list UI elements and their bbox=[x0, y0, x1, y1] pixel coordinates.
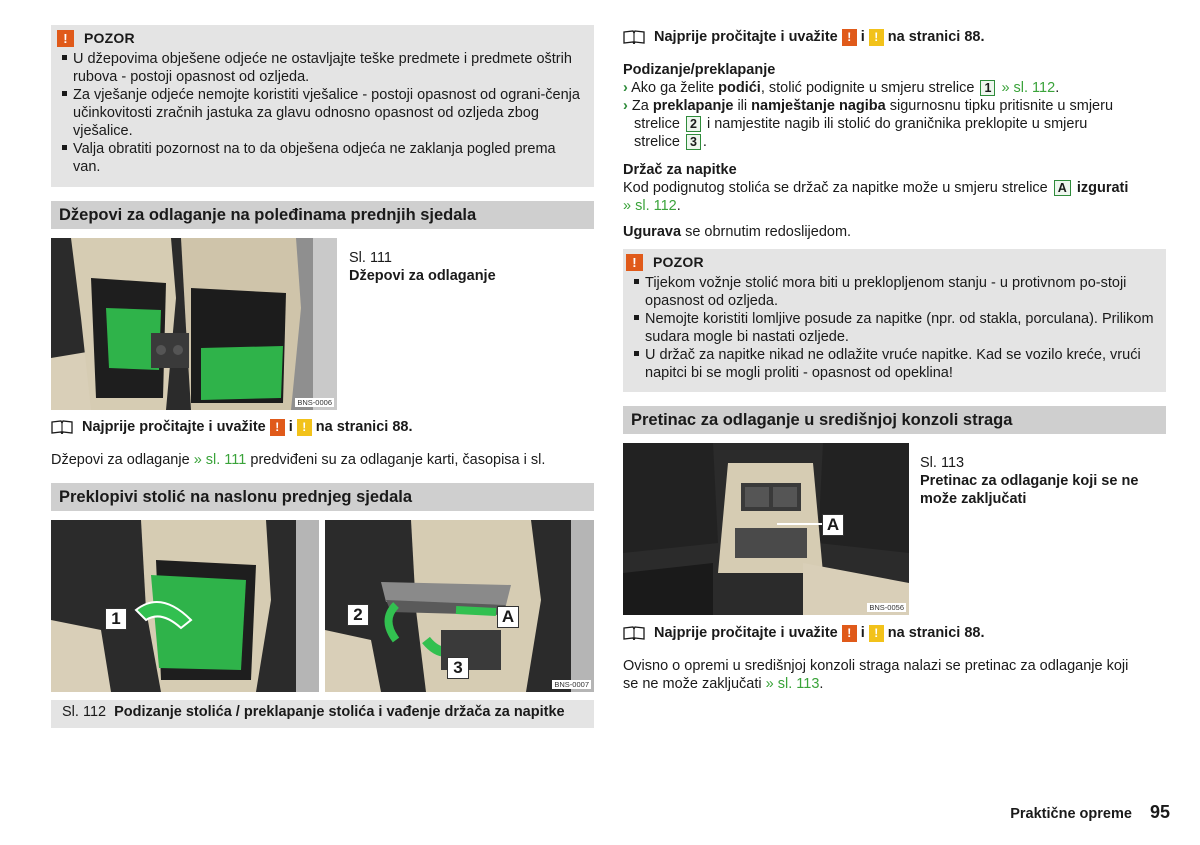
read-first-notice: Najprije pročitajte i uvažite ! i ! na stranici 88. bbox=[51, 418, 412, 436]
warning-item: Valja obratiti pozornost na to da obješena odjeća ne zaklanja pogled prema van. bbox=[62, 140, 582, 176]
callout-line bbox=[777, 523, 822, 525]
warning-box-clothing bbox=[51, 25, 594, 187]
warning-icon: ! bbox=[842, 625, 857, 642]
warning-icon: ! bbox=[270, 419, 285, 436]
caution-icon: ! bbox=[869, 625, 884, 642]
figure-112-caption bbox=[51, 700, 594, 728]
figure-number: Sl. 113 bbox=[920, 455, 965, 471]
storing-text: Ugurava se obrnutim redoslijedom. bbox=[623, 224, 852, 240]
section-heading-center-console: Pretinac za odlaganje u središnjoj konzoli straga bbox=[623, 406, 1166, 434]
page-number: 95 bbox=[1149, 802, 1170, 822]
figure-title: Džepovi za odlaganje bbox=[349, 268, 496, 284]
warning-box-table bbox=[623, 249, 1166, 392]
read-first-notice: Najprije pročitajte i uvažite ! i ! na stranici 88. bbox=[623, 28, 984, 46]
callout-label-1: 1 bbox=[105, 608, 127, 630]
callout-label-A: A bbox=[497, 606, 519, 628]
callout-label-3: 3 bbox=[447, 657, 469, 679]
warning-header bbox=[57, 29, 135, 47]
caution-icon: ! bbox=[869, 29, 884, 46]
figure-link[interactable]: » sl. 112 bbox=[1001, 80, 1056, 96]
figure-title: Pretinac za odlaganje koji se ne može zaključati bbox=[920, 473, 1139, 507]
book-icon bbox=[623, 30, 645, 44]
center-console-text: Ovisno o opremi u središnjoj konzoli straga nalazi se pretinac za odlaganje koji bbox=[623, 658, 1129, 674]
warning-icon: ! bbox=[57, 30, 74, 47]
instruction-fold: › Za preklapanje ili namještanje nagiba sigurnosnu tipku pritisnite u smjeru bbox=[623, 98, 1114, 114]
warning-icon: ! bbox=[626, 254, 643, 271]
cup-holder-text-cont: » sl. 112. bbox=[623, 198, 681, 214]
figure-113-center-console bbox=[623, 443, 909, 615]
warning-item: U džepovima obješene odjeće ne ostavljajte teške predmete i predmete oštrih rubova - postoji opasnost od ozljeda. bbox=[62, 50, 582, 86]
caution-icon: ! bbox=[297, 419, 312, 436]
warning-icon: ! bbox=[842, 29, 857, 46]
subheading-lifting: Podizanje/preklapanje bbox=[623, 62, 776, 78]
page-footer bbox=[960, 803, 1170, 823]
figure-number: Sl. 112 bbox=[62, 704, 107, 720]
read-first-notice: Najprije pročitajte i uvažite ! i ! na stranici 88. bbox=[623, 624, 984, 642]
instruction-fold-cont: strelice 2 i namjestite nagib ili stolić do graničnika preklopite u smjeru bbox=[634, 116, 1088, 132]
warning-item: U držač za napitke nikad ne odlažite vruće napitke. Kad se vozilo kreće, vrući napitci bi se mogli proliti - opasnost od opeklina! bbox=[634, 346, 1156, 382]
figure-112-folding-table bbox=[51, 520, 594, 692]
figure-link[interactable]: » sl. 111 bbox=[193, 452, 247, 468]
warning-title: POZOR bbox=[653, 254, 704, 270]
figure-caption-text: Podizanje stolića / preklapanje stolića i vađenje držača za napitke bbox=[114, 704, 565, 720]
callout-label-A: A bbox=[822, 514, 844, 536]
warning-item: Nemojte koristiti lomljive posude za napitke (npr. od stakla, porculana). Prilikom sudara mogle bi nastati ozljede. bbox=[634, 310, 1156, 346]
figure-111-seatback-pockets bbox=[51, 238, 337, 410]
figure-code: BNS-0007 bbox=[554, 680, 589, 689]
callout-label-2: 2 bbox=[347, 604, 369, 626]
pockets-description: Džepovi za odlaganje » sl. 111 predviđeni su za odlaganje karti, časopisa i sl. bbox=[51, 452, 546, 468]
callout-ref-A: A bbox=[1054, 180, 1071, 196]
instruction-lift: › Ako ga želite podići, stolić podignite u smjeru strelice 1 » sl. 112. bbox=[623, 80, 1060, 96]
warning-title: POZOR bbox=[84, 30, 135, 46]
figure-number: Sl. 111 bbox=[349, 250, 392, 266]
section-heading-seatback-pockets: Džepovi za odlaganje na poleđinama prednjih sjedala bbox=[51, 201, 594, 229]
figure-link[interactable]: » sl. 113 bbox=[765, 676, 820, 692]
figure-link[interactable]: » sl. 112 bbox=[623, 198, 677, 214]
center-console-illustration bbox=[623, 443, 909, 615]
instruction-fold-end: strelice 3 . bbox=[634, 134, 707, 150]
callout-ref-3: 3 bbox=[686, 134, 701, 150]
figure-code: BNS-0056 bbox=[869, 603, 904, 612]
seat-pockets-illustration bbox=[51, 238, 337, 410]
callout-ref-2: 2 bbox=[686, 116, 701, 132]
book-icon bbox=[51, 420, 73, 434]
section-heading-folding-table: Preklopivi stolić na naslonu prednjeg sjedala bbox=[51, 483, 594, 511]
callout-ref-1: 1 bbox=[980, 80, 995, 96]
figure-code: BNS-0006 bbox=[297, 398, 332, 407]
warning-header bbox=[626, 253, 704, 271]
book-icon bbox=[623, 626, 645, 640]
subheading-cup-holder: Držač za napitke bbox=[623, 162, 737, 178]
warning-item: Za vješanje odjeće nemojte koristiti vješalice - postoji opasnost od ograni-čenja učinkovitosti zračnih jastuka za glavu odnosno opasnost od ozljeda zbog vješalice. bbox=[62, 86, 582, 140]
warning-item: Tijekom vožnje stolić mora biti u preklopljenom stanju - u protivnom po-stoji opasnost od ozljeda. bbox=[634, 274, 1156, 310]
cup-holder-text: Kod podignutog stolića se držač za napitke može u smjeru strelice A izgurati bbox=[623, 180, 1129, 196]
footer-section-label: Praktične opreme bbox=[1010, 806, 1132, 822]
center-console-text-cont: se ne može zaključati » sl. 113. bbox=[623, 676, 824, 692]
